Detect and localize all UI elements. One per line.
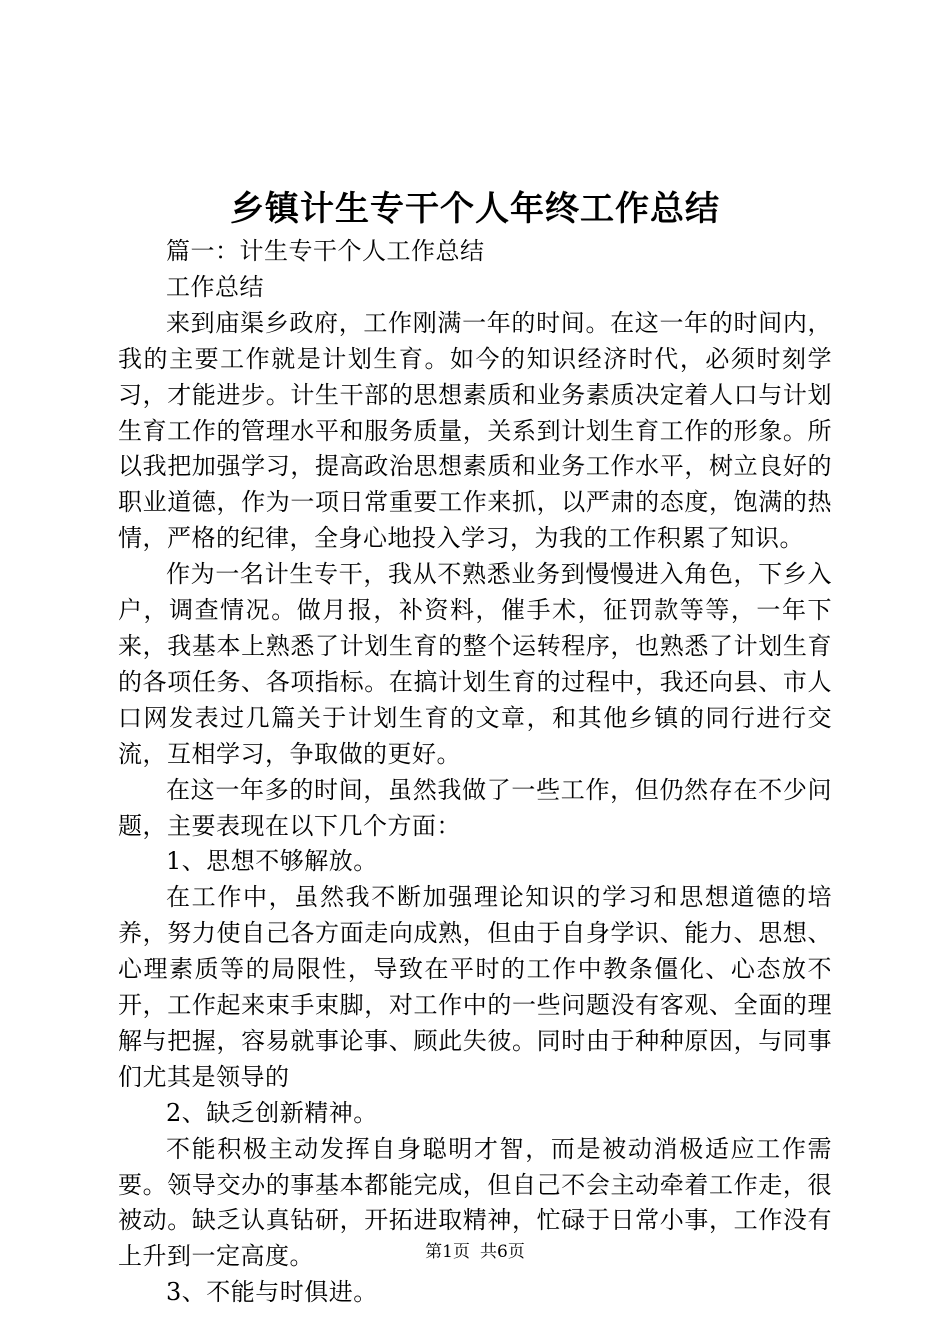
paragraph: 不能积极主动发挥自身聪明才智，而是被动消极适应工作需要。领导交办的事基本都能完成，但自己不会主动牵着工作走，很被动。缺乏认真钻研，开拓进取精神，忙碌于日常小事，工作没有上升到一定高度。: [118, 1134, 832, 1271]
paragraph: 作为一名计生专干，我从不熟悉业务到慢慢进入角色，下乡入户，调查情况。做月报，补资料，催手术，征罚款等等，一年下来，我基本上熟悉了计划生育的整个运转程序，也熟悉了计划生育的各项任务、各项指标。在搞计划生育的过程中，我还向县、市人口网发表过几篇关于计划生育的文章，和其他乡镇的同行进行交流，互相学习，争取做的更好。: [118, 560, 832, 768]
paragraph: 在工作中，虽然我不断加强理论知识的学习和思想道德的培养，努力使自己各方面走向成熟，但由于自身学识、能力、思想、心理素质等的局限性，导致在平时的工作中教条僵化、心态放不开，工作起来束手束脚，对工作中的一些问题没有客观、全面的理解与把握，容易就事论事、顾此失彼。同时由于种种原因，与同事们尤其是领导的: [118, 883, 832, 1091]
page-footer: [0, 1240, 950, 1264]
list-item-heading: 2、缺乏创新精神。: [166, 1098, 378, 1127]
paragraph: 在这一年多的时间，虽然我做了一些工作，但仍然存在不少问题，主要表现在以下几个方面：: [118, 775, 832, 840]
document-body: [118, 234, 832, 1311]
document-title: 乡镇计生专干个人年终工作总结: [230, 189, 720, 229]
paragraph: 来到庙渠乡政府，工作刚满一年的时间。在这一年的时间内，我的主要工作就是计划生育。如今的知识经济时代，必须时刻学习，才能进步。计生干部的思想素质和业务素质决定着人口与计划生育工作的管理水平和服务质量，关系到计划生育工作的形象。所以我把加强学习，提高政治思想素质和业务工作水平，树立良好的职业道德，作为一项日常重要工作来抓，以严肃的态度，饱满的热情，严格的纪律，全身心地投入学习，为我的工作积累了知识。: [118, 308, 832, 553]
list-item-heading: 3、不能与时俱进。: [166, 1278, 378, 1307]
section-heading: 篇一：计生专干个人工作总结: [166, 237, 485, 265]
page-total: 共6页: [480, 1242, 525, 1262]
subheading: 工作总结: [166, 272, 264, 301]
list-item-heading: 1、思想不够解放。: [166, 847, 378, 876]
page-number: 第1页: [425, 1242, 470, 1262]
